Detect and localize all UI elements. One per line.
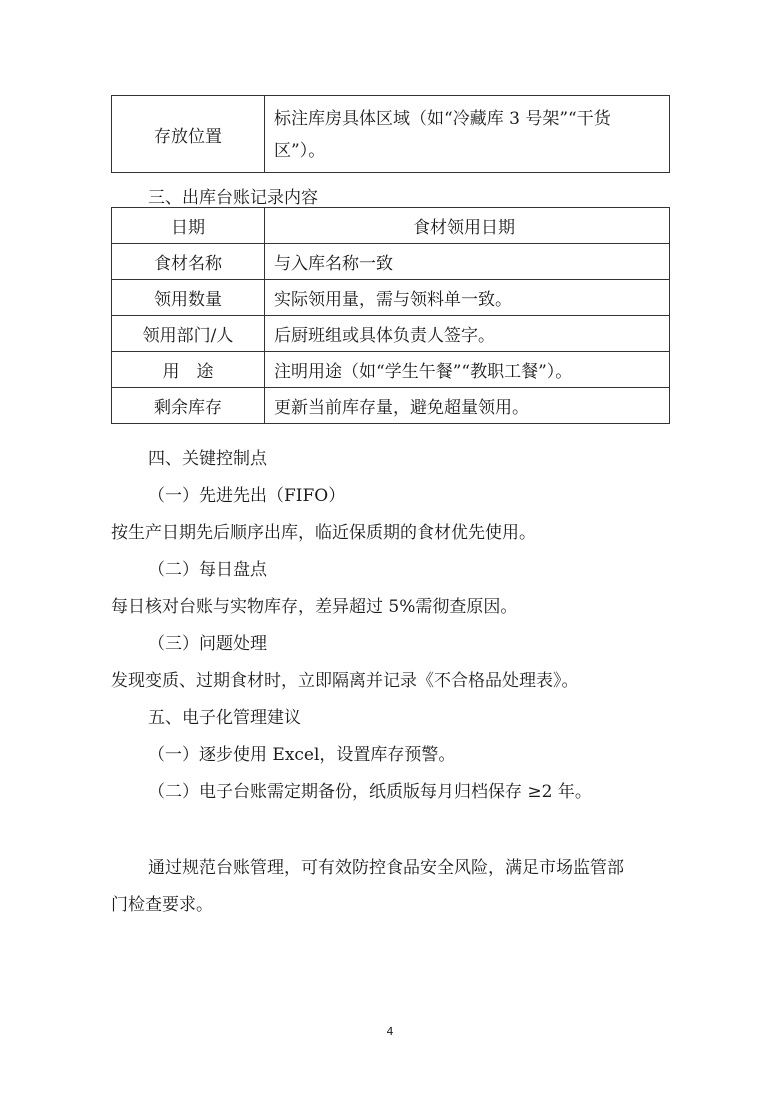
list-item: （一）逐步使用 Excel，设置库存预警。 — [148, 745, 456, 765]
table-key-cell: 日期 — [112, 208, 265, 244]
subsection-title: （一）先进先出（FIFO） — [148, 486, 346, 506]
paragraph: 发现变质、过期食材时，立即隔离并记录《不合格品处理表》。 — [111, 671, 579, 691]
table-key-cell: 剩余库存 — [112, 388, 265, 424]
outbound-ledger-table — [111, 207, 670, 424]
cell-text-line: 区”）。 — [274, 141, 326, 161]
table-key-cell: 用 途 — [112, 352, 265, 388]
table-value-cell: 注明用途（如“学生午餐”“教职工餐”）。 — [265, 352, 670, 388]
list-item: （二）电子台账需定期备份，纸质版每月归档保存 ≥2 年。 — [148, 782, 592, 802]
storage-location-table — [111, 95, 670, 173]
table-value-cell — [265, 96, 670, 173]
table-row — [112, 352, 670, 388]
cell-text-line: 标注库房具体区域（如“冷藏库 3 号架”“干货 — [274, 109, 611, 129]
subsection-title: （二）每日盘点 — [148, 560, 267, 580]
table-value-cell: 后厨班组或具体负责人签字。 — [265, 316, 670, 352]
paragraph: 按生产日期先后顺序出库，临近保质期的食材优先使用。 — [111, 523, 536, 543]
table-row — [112, 316, 670, 352]
conclusion-paragraph-line: 通过规范台账管理，可有效防控食品安全风险，满足市场监管部 — [148, 858, 624, 878]
table-key-cell: 领用数量 — [112, 280, 265, 316]
table-row — [112, 96, 670, 173]
table-key-cell: 食材名称 — [112, 244, 265, 280]
section-heading: 三、出库台账记录内容 — [148, 188, 318, 208]
table-value-cell: 更新当前库存量，避免超量领用。 — [265, 388, 670, 424]
section-heading: 四、关键控制点 — [148, 449, 267, 469]
table-row — [112, 208, 670, 244]
table-row — [112, 244, 670, 280]
paragraph: 每日核对台账与实物库存，差异超过 5%需彻查原因。 — [111, 597, 518, 617]
subsection-title: （三）问题处理 — [148, 634, 267, 654]
table-key-cell: 存放位置 — [112, 96, 265, 173]
conclusion-paragraph-line: 门检查要求。 — [111, 895, 213, 915]
table-value-cell: 与入库名称一致 — [265, 244, 670, 280]
table-value-cell: 食材领用日期 — [265, 208, 670, 244]
table-row — [112, 388, 670, 424]
table-value-cell: 实际领用量，需与领料单一致。 — [265, 280, 670, 316]
section-heading: 五、电子化管理建议 — [148, 708, 301, 728]
page-number: 4 — [386, 1025, 394, 1038]
table-row — [112, 280, 670, 316]
table-key-cell: 领用部门/人 — [112, 316, 265, 352]
